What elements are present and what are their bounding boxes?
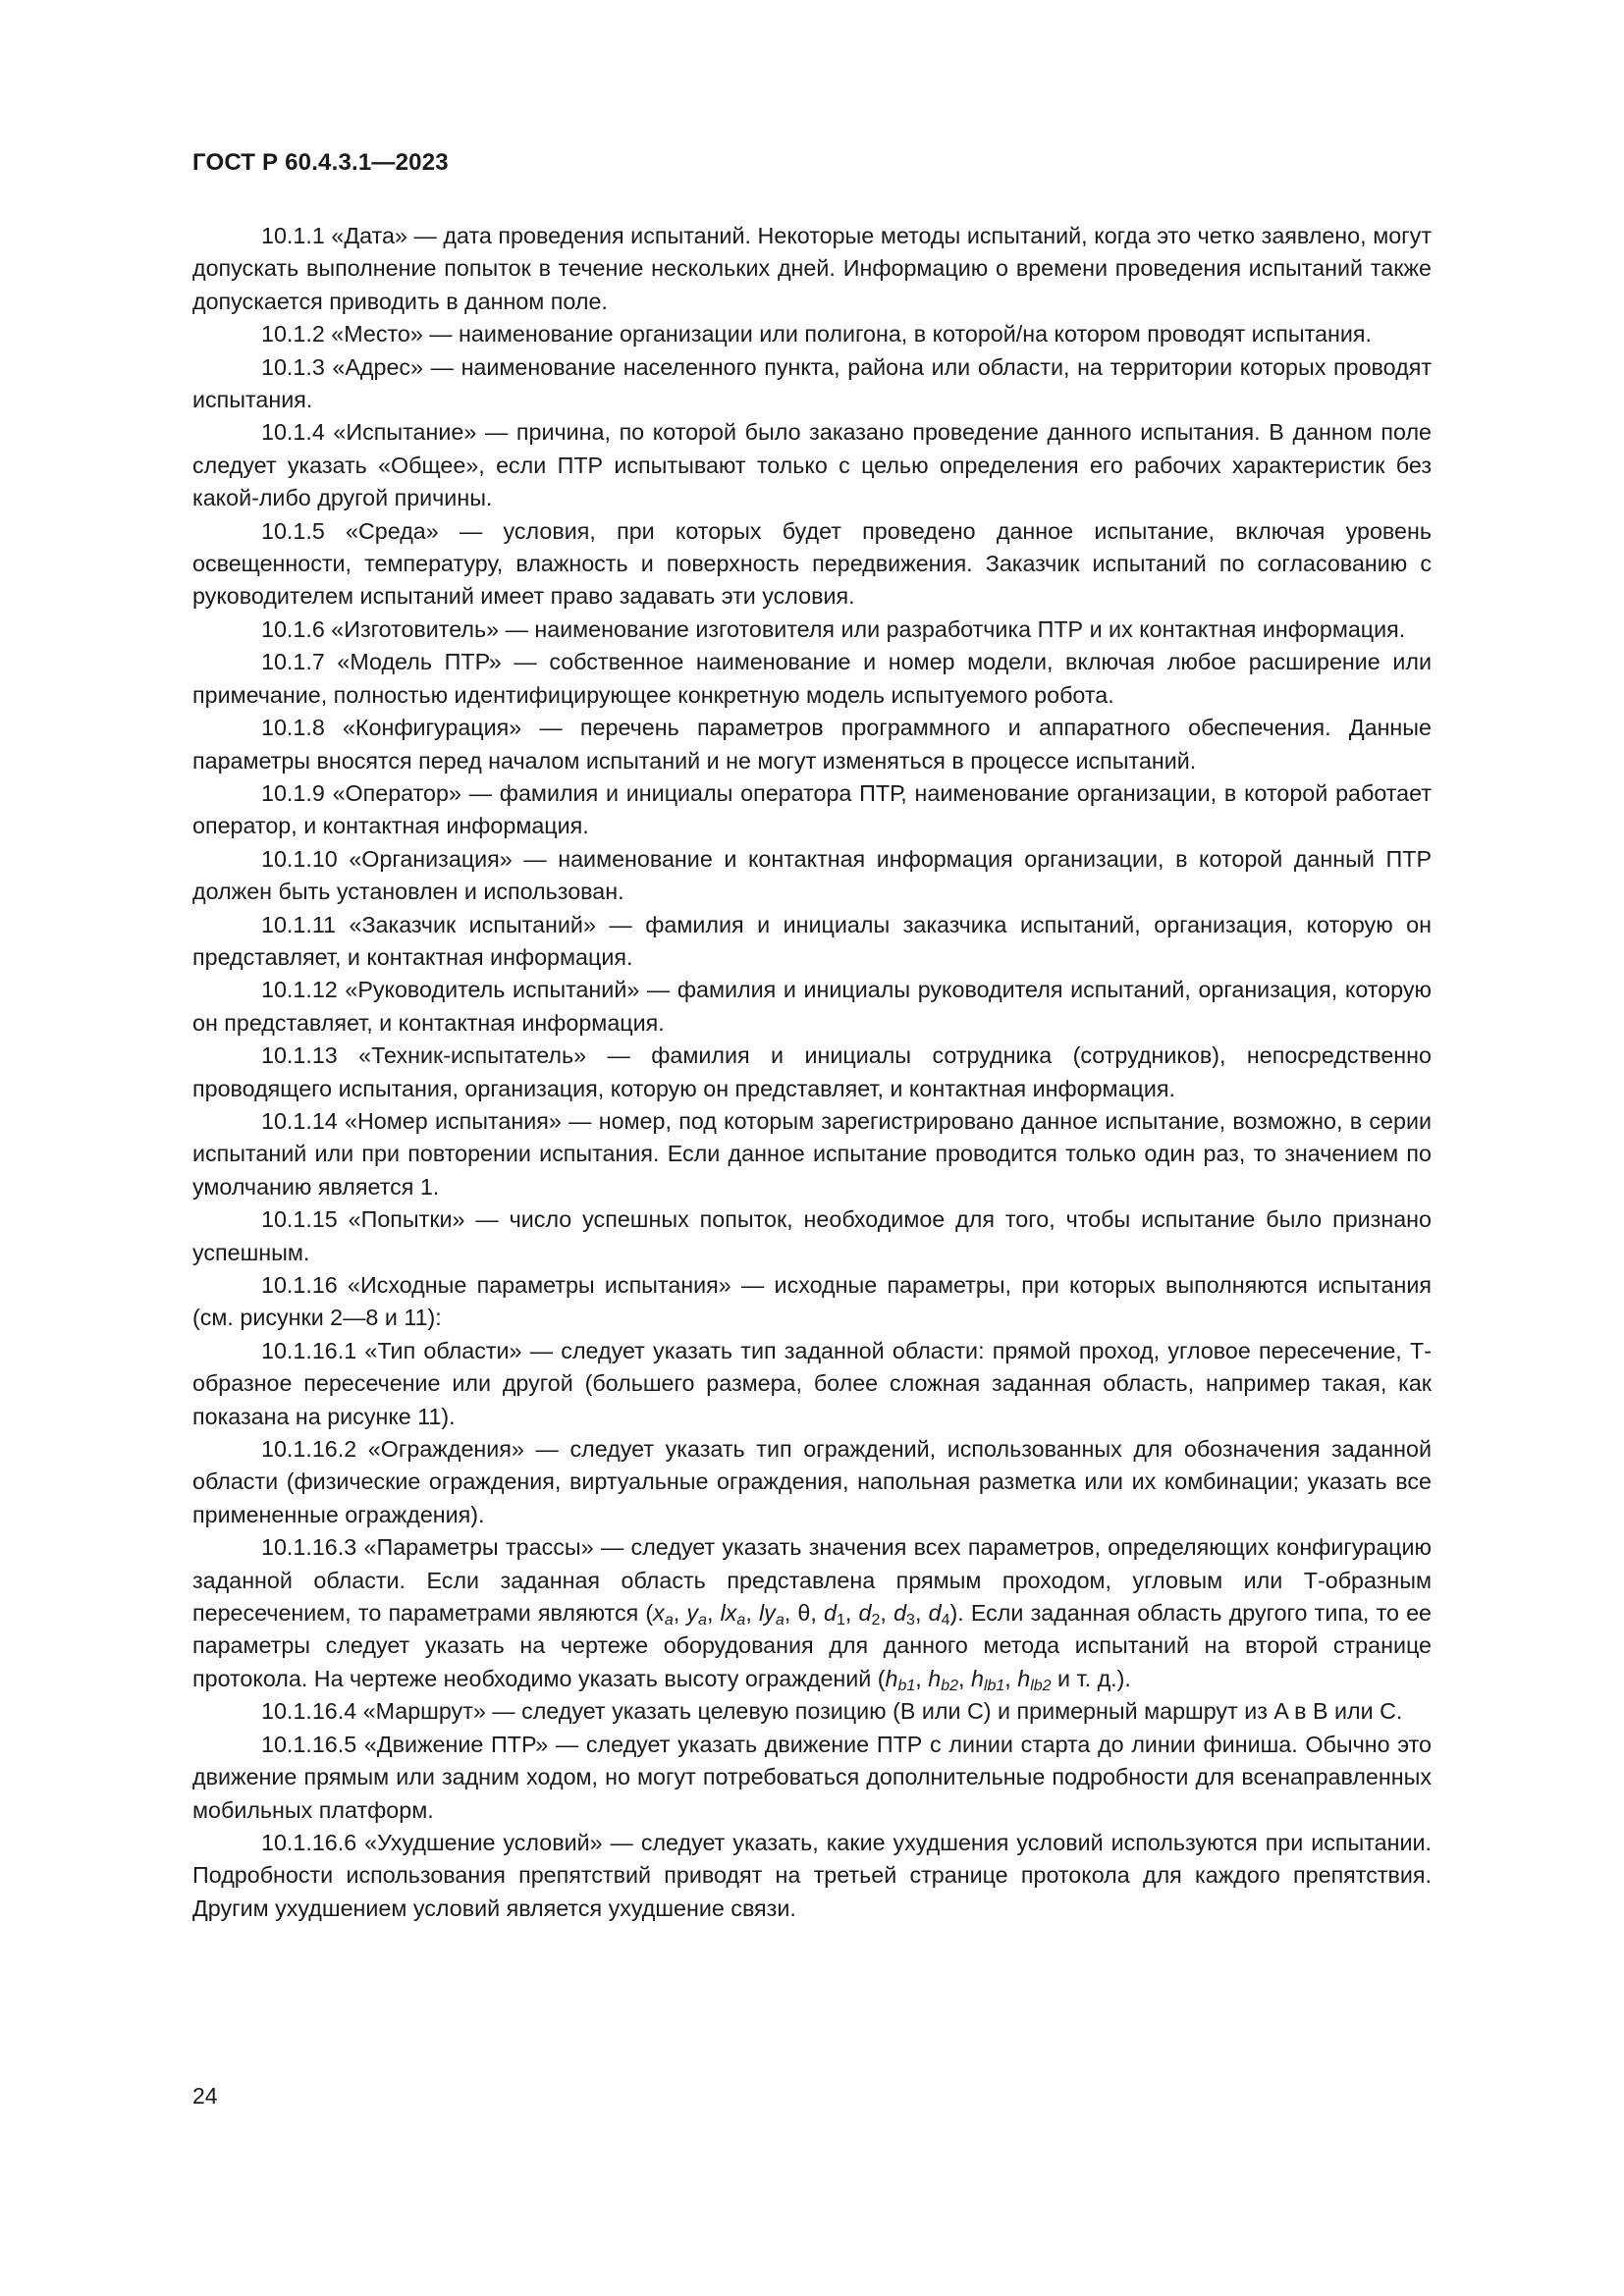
param-d: d [893,1600,907,1627]
param-hlb1-sub: lb1 [983,1677,1005,1694]
param-d: d [928,1600,942,1627]
paragraph-10-1-12: 10.1.12 «Руководитель испытаний» — фамилия и инициалы руководителя испытаний, организация, которую он представляет, и контактная информация. [192,977,1432,1036]
paragraph-10-1-15: 10.1.15 «Попытки» — число успешных попыток, необходимое для того, чтобы испытание было признано успешным. [192,1206,1432,1265]
param-hb2-sub: b2 [941,1677,959,1694]
paragraph-10-1-16-2: 10.1.16.2 «Ограждения» — следует указать тип ограждений, использованных для обозначения заданной области (физические ограждения, виртуальные ограждения, напольная разметка или их комбинации; указать все примененные ограждения). [192,1436,1432,1527]
paragraph-10-1-16-1: 10.1.16.1 «Тип области» — следует указать тип заданной области: прямой проход, угловое пересечение, Т-образное пересечение или другой (большего размера, более сложная заданная область, например такая, как показана на рисунке 11). [192,1337,1432,1429]
paragraph-10-1-16-4: 10.1.16.4 «Маршрут» — следует указать целевую позицию (B или C) и примерный маршрут из A в B или C. [261,1698,1403,1725]
paragraph-10-1-9: 10.1.9 «Оператор» — фамилия и инициалы оператора ПТР, наименование организации, в которой работает оператор, и контактная информация. [192,779,1432,839]
paragraph-10-1-16-6: 10.1.16.6 «Ухудшение условий» — следует указать, какие ухудшения условий используются при испытании. Подробности использования препятствий приводят на третьей странице протокола для каждого препятствия. Другим ухудшением условий является ухудшение связи. [192,1829,1432,1921]
track-text-before: 10.1.16.3 «Параметры трассы» — следует указать значения всех параметров, определяющих конфигурацию заданной области. Если заданная область представлена прямым проходом, угловым или Т-образным пересечением, то параметрами являются ( [192,1534,1432,1627]
paragraph-10-1-16-3: 10.1.16.3 «Параметры трассы» — следует указать значения всех параметров, определяющих конфигурацию заданной области. Если заданная область представлена прямым проходом, угловым или Т-образным пересечением, то параметрами являются ($x_a$, $y_a$, $lx_a$, $ly_a$, θ, $d_1$, $d_2$, $d_3$, $d_4$). Если заданная область другого типа, то ее параметры следует указать на чертеже оборудования для данного метода испытаний на второй странице протокола. На чертеже необходимо указать высоту ограждений ($h_{b1}$, $h_{b2}$, $h_{lb1}$, $h_{lb2}$ и т. д.). [192,1534,1433,1694]
param-x-sub: a [664,1612,674,1629]
param-d: d [824,1600,837,1627]
param-lx-sub: a [736,1612,746,1629]
param-d: d [858,1600,872,1627]
track-text-middle: ). Если заданная область другого типа, то ее параметры следует указать на чертеже оборудования для данного метода испытаний на второй странице протокола. На чертеже необходимо указать высоту ограждений ( [192,1600,1433,1691]
param-ly-sub: a [775,1612,785,1629]
param-h: h [1017,1665,1031,1691]
param-hlb2-sub: lb2 [1030,1677,1052,1694]
paragraph-10-1-6: 10.1.6 «Изготовитель» — наименование изготовителя или разработчика ПТР и их контактная информация. [261,615,1406,642]
paragraph-10-1-2: 10.1.2 «Место» — наименование организации или полигона, в которой/на котором проводят испытания. [261,321,1373,347]
document-body [192,220,1432,1925]
paragraph-10-1-8: 10.1.8 «Конфигурация» — перечень параметров программного и аппаратного обеспечения. Данные параметры вносятся перед началом испытаний и не могут изменяться в процессе испытаний. [192,715,1432,774]
paragraph-10-1-1: 10.1.1 «Дата» — дата проведения испытаний. Некоторые методы испытаний, когда это четко заявлено, могут допускать выполнение попыток в течение нескольких дней. Информацию о времени проведения испытаний также допускается приводить в данном поле. [192,223,1432,314]
param-d1-sub: 1 [836,1612,845,1629]
param-d4-sub: 4 [941,1612,950,1629]
param-d2-sub: 2 [871,1612,881,1629]
paragraph-10-1-3: 10.1.3 «Адрес» — наименование населенного пункта, района или области, на территории которых проводят испытания. [192,353,1432,413]
param-d3-sub: 3 [906,1612,915,1629]
param-x: x [653,1600,665,1627]
paragraph-10-1-16-5: 10.1.16.5 «Движение ПТР» — следует указать движение ПТР с линии старта до линии финиша. Обычно это движение прямым или задним ходом, но могут потребоваться дополнительные подробности для всенаправленных мобильных платформ. [192,1731,1432,1823]
document-header-code: ГОСТ Р 60.4.3.1—2023 [192,149,449,176]
paragraph-10-1-7: 10.1.7 «Модель ПТР» — собственное наименование и номер модели, включая любое расширение или примечание, полностью идентифицирующее конкретную модель испытуемого робота. [192,649,1432,708]
param-hb1-sub: b1 [897,1677,916,1694]
paragraph-10-1-5: 10.1.5 «Среда» — условия, при которых будет проведено данное испытание, включая уровень освещенности, температуру, влажность и поверхность передвижения. Заказчик испытаний по согласованию с руководителем испытаний имеет право задавать эти условия. [192,517,1432,610]
page-number: 24 [192,2083,218,2109]
param-h: h [970,1665,984,1691]
paragraph-10-1-16: 10.1.16 «Исходные параметры испытания» — исходные параметры, при которых выполняются испытания (см. рисунки 2—8 и 11): [192,1272,1432,1331]
param-h: h [928,1665,942,1691]
paragraph-10-1-13: 10.1.13 «Техник-испытатель» — фамилия и инициалы сотрудника (сотрудников), непосредственно проводящего испытания, организация, которую он представляет, и контактная информация. [192,1042,1432,1101]
param-theta: θ [797,1600,811,1627]
param-lx: lx [720,1600,737,1627]
paragraph-10-1-14: 10.1.14 «Номер испытания» — номер, под которым зарегистрировано данное испытание, возможно, в серии испытаний или при повторении испытания. Если данное испытание проводится только один раз, то значением по умолчанию является 1. [192,1107,1432,1200]
param-y: y [686,1600,699,1627]
paragraph-10-1-4: 10.1.4 «Испытание» — причина, по которой было заказано проведение данного испытания. В данном поле следует указать «Общее», если ПТР испытывают только с целью определения его рабочих характеристик без какой-либо другой причины. [192,419,1432,511]
paragraph-10-1-11: 10.1.11 «Заказчик испытаний» — фамилия и инициалы заказчика испытаний, организация, которую он представляет, и контактная информация. [192,911,1432,970]
param-h: h [885,1665,898,1691]
param-y-sub: a [698,1612,707,1629]
paragraph-10-1-10: 10.1.10 «Организация» — наименование и контактная информация организации, в которой данный ПТР должен быть установлен и использован. [192,845,1432,905]
param-ly: ly [758,1600,776,1627]
track-text-end: и т. д.). [1051,1665,1131,1691]
